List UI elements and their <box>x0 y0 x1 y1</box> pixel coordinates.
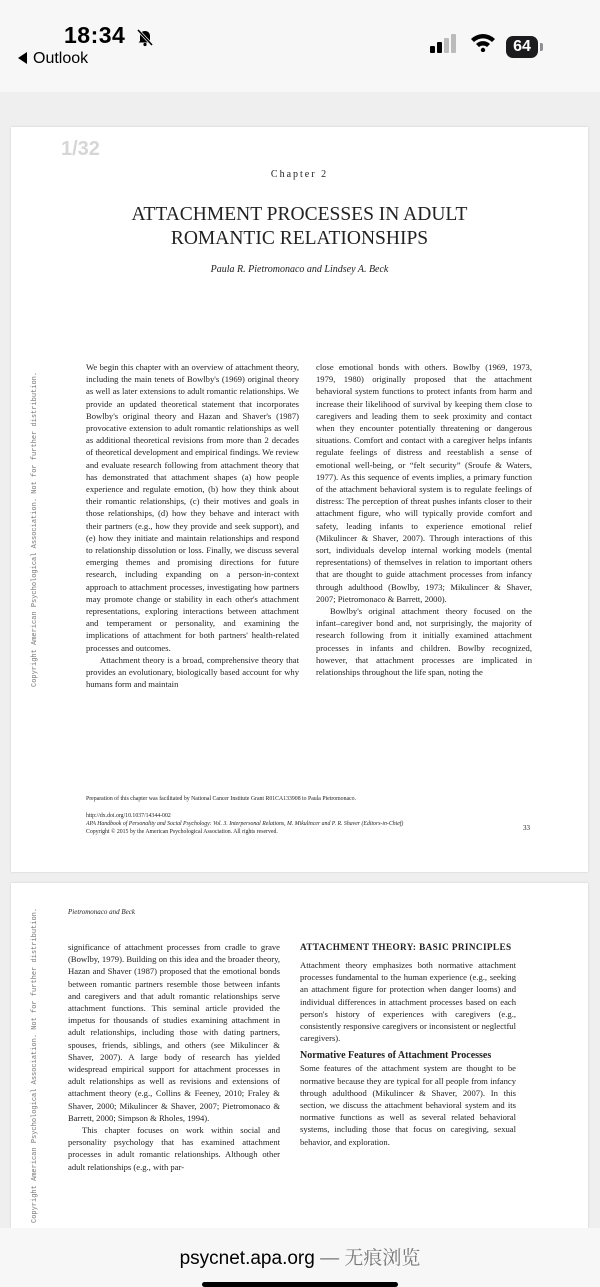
authors: Paula R. Pietromonaco and Lindsey A. Beck <box>210 264 389 275</box>
page-indicator: 1/32 <box>61 138 100 160</box>
home-indicator[interactable] <box>202 1282 398 1287</box>
back-arrow-icon <box>18 52 27 64</box>
back-to-outlook-link[interactable] <box>18 50 88 68</box>
paragraph: Attachment theory emphasizes both normative attachment processes fundamental to the human experience (e.g., seeking an attachment figure for protection when danger looms) and individual differences in attachment processes based on each person's history of experiences with caregivers (e.g., consistently responsive caregivers or inconsistent or neglectful caregivers). <box>300 960 516 1044</box>
url-display[interactable] <box>0 1243 600 1270</box>
back-label: Outlook <box>33 50 89 67</box>
subsection-heading: Normative Features of Attachment Processes <box>300 1050 492 1062</box>
text-column-left <box>86 361 299 690</box>
paragraph: Attachment theory is a broad, comprehensive theory that provides an evolutionary, biologically based account for why humans form and maintain <box>86 654 299 690</box>
text-column-left <box>68 941 280 1173</box>
url-domain: psycnet.apa.org <box>179 1248 315 1269</box>
paragraph: Bowlby's original attachment theory focused on the infant–caregiver bond and, not surprisingly, the majority of research following from it initially examined attachment processes in infants and children. Bowlby recognized, however, that attachment processes are implicated in relationships throughout the life span, noting the <box>316 606 532 678</box>
paragraph: Some features of the attachment system are thought to be normative because they are typical for all people from infancy through adulthood (Mikulincer & Shaver, 2007). In this section, we discuss the attachment behavioral system and its normative functions as well as several related behavioral systems, including those that focus on caregiving, sexual behavior, and exploration. <box>300 1063 516 1147</box>
copyright-side-note: Copyright American Psychological Association. Not for further distribution. <box>31 371 39 687</box>
title-line-2: ROMANTIC RELATIONSHIPS <box>170 228 429 249</box>
chapter-label: Chapter 2 <box>270 169 329 180</box>
paragraph: significance of attachment processes from cradle to grave (Bowlby, 1979). Building on this idea and the broader theory, Hazan and Shaver (1987) proposed that the emotional bonds between romantic partners resemble those between infants and caregivers and that adult romantic relationships serve attachment functions. This seminal article provided the impetus for thousands of studies examining attachment in adult relationships, including those with dating partners, spouses, friends, siblings, and others (see Mikulincer & Shaver, 2007). A large body of research has yielded widespread empirical support for attachment processes in adult relationships as well as revisions and extensions of attachment theory (e.g., Collins & Feeney, 2010; Fraley & Shaver, 2000; Mikulincer & Shaver, 2007; Pietromonaco & Barrett, 2000; Simpson & Rholes, 1994). <box>68 942 280 1123</box>
footnote: Preparation of this chapter was facilitated by National Cancer Institute Grant R01CA133908 to Paula Pietromonaco. <box>86 796 356 802</box>
running-head: Pietromonaco and Beck <box>68 908 135 916</box>
section-heading: ATTACHMENT THEORY: BASIC PRINCIPLES <box>300 942 512 952</box>
citation: APA Handbook of Personality and Social Psychology: Vol. 3. Interpersonal Relations, M. Mikulincer and P. R. Shaver (Editors-in-Chief) <box>86 821 404 827</box>
copyright-side-note: Copyright American Psychological Association. Not for further distribution. <box>31 907 39 1223</box>
pdf-page-2 <box>11 883 588 1228</box>
paragraph: We begin this chapter with an overview of attachment theory, including the main tenets of Bowlby's (1969) original theory as well as later extensions to adult romantic relationships. We provide an updated theoretical statement that incorporates Bowlby's original theory and Hazan and Shaver's (1987) provocative extension to adult romantic relationships as well as additional theoretical revisions from more than 2 decades of theoretical development and empirical findings. We review and evaluate research following from attachment theory that has demonstrated that attachment shapes (a) how people experience and regulate emotion, (b) how they think about their romantic relationships, (c) their motives and goals in those relationships, (d) how they behave and interact with their partners (e.g., how they provide and seek support), and (e) how they initiate and maintain relationships and respond to relationship dissolution or loss. Finally, we discuss several emerging themes and promising directions for future research, including expanding on a person-in-context approach to attachment processes, investigating how partners may promote change or stability in each other's attachment representations, exploring interactions between attachment and temperament or personality, and examining the implications of attachment for both partners' health-related processes and outcomes. <box>86 362 299 653</box>
private-mode-label: — 无痕浏览 <box>314 1248 421 1269</box>
wifi-icon <box>470 32 496 52</box>
browser-address-bar[interactable] <box>0 1228 600 1287</box>
text-column-right <box>316 361 532 678</box>
paragraph: close emotional bonds with others. Bowlby (1969, 1973, 1979, 1980) originally proposed that the attachment behavioral system functions to protect infants from harm and increase their likelihood of survival by keeping them close to caregivers and leading them to seek proximity and contact when they encounter potentially threatening or dangerous situations. Comfort and contact with a caregiver helps infants regulate feelings of distress and reestablish a sense of emotional well-being, or “felt security” (Sroufe & Waters, 1977). As this sequence of events implies, a primary function of the attachment behavioral system is to regulate feelings of distress: The perception of threat pushes infants closer to their attachment figure, who will typically provide comfort and safety, leading infants to experience emotional relief (Mikulincer & Shaver, 2007). Through interactions of this sort, individuals develop internal working models (mental representations) of themselves in relation to important others that are thought to guide attachment processes from infancy through adulthood (Bowlby, 1973; Mikulincer & Shaver, 2007; Pietromonaco & Barrett, 2000). <box>316 362 532 604</box>
title-line-1: ATTACHMENT PROCESSES IN ADULT <box>131 204 468 225</box>
bell-slash-icon <box>135 27 155 47</box>
paragraph: This chapter focuses on work within social and personality psychology that has examined attachment processes in adult romantic relationships. Although other adult relationships (e.g., with par- <box>68 1125 280 1172</box>
page-title <box>51 203 548 251</box>
battery-tip <box>540 43 543 51</box>
pdf-page-1 <box>11 127 588 872</box>
cell-signal-icon <box>428 34 462 54</box>
doi-link[interactable]: http://dx.doi.org/10.1037/14344-002 <box>86 813 171 819</box>
text-column-right <box>300 941 516 1148</box>
status-bar <box>0 0 600 92</box>
battery-icon: 64 <box>506 36 538 58</box>
clock: 18:34 <box>64 22 126 48</box>
page-number: 33 <box>523 824 530 832</box>
copyright: Copyright © 2015 by the American Psychological Association. All rights reserved. <box>86 829 278 835</box>
